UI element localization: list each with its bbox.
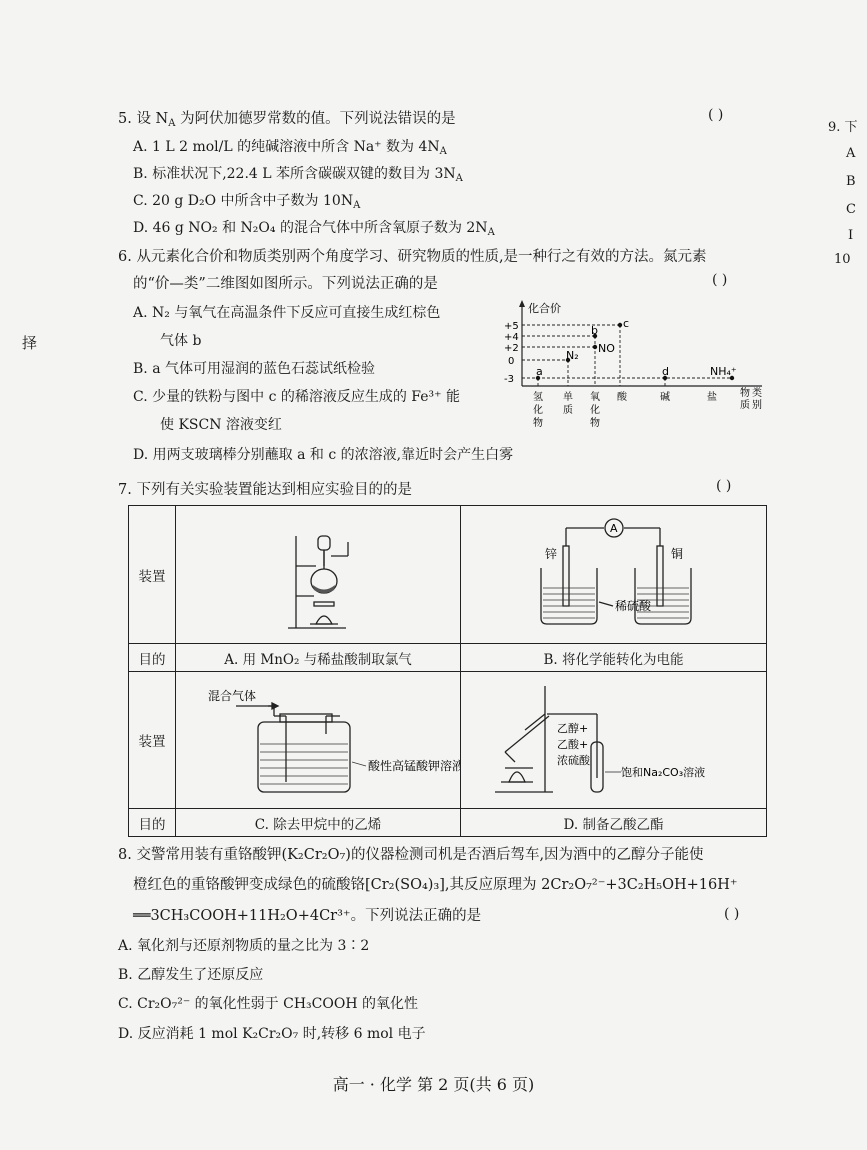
label-no: NO: [598, 342, 615, 355]
q5-option-a: A. 1 L 2 mol/L 的纯碱溶液中所含 Na⁺ 数为 $4N_A$: [133, 139, 447, 157]
q6-answer-paren: ( ): [712, 272, 728, 288]
galvanic-cell-diagram: [461, 506, 766, 639]
device-a-cell: [176, 506, 461, 644]
q6-option-d: D. 用两支玻璃棒分别蘸取 a 和 c 的浓溶液,靠近时会产生白雾: [133, 447, 514, 463]
tick-plus4: +4: [504, 332, 519, 343]
q6-option-c-line1: C. 少量的铁粉与图中 c 的稀溶液反应生成的 Fe³⁺ 能: [133, 389, 460, 405]
q5-option-c: C. 20 g D₂O 中所含中子数为 $10N_A$: [133, 193, 361, 211]
q8-option-a: A. 氧化剂与还原剂物质的量之比为 3∶2: [118, 938, 370, 954]
tick-plus2: +2: [504, 343, 519, 354]
tick-zero: 0: [508, 356, 515, 367]
q8-option-d: D. 反应消耗 1 mol K₂Cr₂O₇ 时,转移 6 mol 电子: [118, 1026, 426, 1042]
copper-label: 铜: [671, 547, 684, 561]
row-label-device-2: 装置: [129, 672, 176, 809]
q6-stem-line2: 的“价—类”二维图如图所示。下列说法正确的是: [133, 276, 438, 292]
tick-plus5: +5: [504, 321, 519, 332]
q8-stem-line2: 橙红色的重铬酸钾变成绿色的硫酸铬[Cr₂(SO₄)₃],其反应原理为 2Cr₂O₇²⁻+3C₂H₅OH+16H⁺: [133, 877, 738, 893]
reagent-line2: 乙酸+: [557, 738, 589, 751]
tick-minus3: -3: [504, 374, 514, 385]
chart-xcat-3: 酸: [617, 392, 627, 403]
label-c: c: [623, 317, 630, 330]
q5-option-d: D. 46 g NO₂ 和 N₂O₄ 的混合气体中所含氧原子数为 $2N_A$: [133, 220, 495, 238]
device-d-cell: [461, 672, 767, 809]
q8-option-b: B. 乙醇发生了还原反应: [118, 967, 264, 983]
chart-xcat-2: 氧化物: [590, 392, 600, 429]
mixed-gas-label: 混合气体: [208, 689, 257, 703]
row-label-purpose-1: 目的: [129, 644, 176, 672]
left-margin-char: 择: [22, 334, 38, 352]
ammeter-label: A: [610, 522, 618, 535]
zinc-label: 锌: [545, 547, 558, 561]
purpose-c: C. 除去甲烷中的乙烯: [176, 809, 461, 837]
label-d: d: [662, 365, 669, 378]
point-no: [593, 345, 597, 349]
valence-class-chart: [500, 298, 770, 440]
ester-apparatus-diagram: [461, 672, 766, 804]
kmno4-label: 酸性高锰酸钾溶液: [368, 759, 460, 773]
page-footer: 高一 · 化学 第 2 页(共 6 页): [332, 1075, 535, 1094]
side-question-10: 10: [834, 252, 851, 267]
chlorine-apparatus-diagram: [176, 506, 460, 639]
chart-xcat-4: 碱: [660, 392, 670, 403]
q8-stem-line3: ══3CH₃COOH+11H₂O+4Cr³⁺。下列说法正确的是: [133, 908, 482, 924]
acid-label: 稀硫酸: [615, 599, 652, 613]
side-option-b: B: [846, 174, 856, 189]
device-c-cell: [176, 672, 461, 809]
purpose-b: B. 将化学能转化为电能: [461, 644, 767, 672]
purpose-d: D. 制备乙酸乙酯: [461, 809, 767, 837]
q6-option-a-line1: A. N₂ 与氧气在高温条件下反应可直接生成红棕色: [133, 305, 441, 321]
reagent-line1: 乙醇+: [557, 722, 589, 735]
label-n2: N₂: [566, 349, 579, 362]
q8-option-c: C. Cr₂O₇²⁻ 的氧化性弱于 CH₃COOH 的氧化性: [118, 996, 418, 1012]
experiment-table: [128, 505, 767, 837]
q7-answer-paren: ( ): [716, 478, 732, 494]
reagent-line3: 浓硫酸: [557, 754, 590, 767]
chart-xlabel: 物质类别: [740, 388, 762, 411]
chart-xcat-5: 盐: [707, 392, 717, 403]
side-option-a: A: [846, 146, 856, 161]
point-c: [618, 323, 622, 327]
purpose-a: A. 用 MnO₂ 与稀盐酸制取氯气: [176, 644, 461, 672]
device-b-cell: [461, 506, 767, 644]
label-a: a: [536, 365, 543, 378]
chart-ylabel: 化合价: [528, 302, 561, 315]
label-nh4: NH₄⁺: [710, 365, 737, 378]
chart-xcat-0: 氢化物: [533, 392, 543, 429]
q6-option-a-line2: 气体 b: [160, 333, 202, 349]
q5-option-b: B. 标准状况下,22.4 L 苯所含碳碳双键的数目为 $3N_A$: [133, 166, 463, 184]
chart-xcat-1: 单质: [563, 392, 573, 416]
q8-stem-line1: 8. 交警常用装有重铬酸钾(K₂Cr₂O₇)的仪器检测司机是否酒后驾车,因为酒中的乙醇分子能使: [118, 847, 704, 863]
row-label-device-1: 装置: [129, 506, 176, 644]
side-option-c: C: [846, 202, 856, 217]
gas-washing-bottle-diagram: [176, 672, 460, 804]
q5-answer-paren: ( ): [708, 107, 724, 123]
side-question-9: 9. 下: [828, 120, 858, 135]
q6-stem-line1: 6. 从元素化合价和物质类别两个角度学习、研究物质的性质,是一种行之有效的方法。氮元素: [118, 249, 707, 265]
side-option-d: I: [848, 228, 854, 243]
q6-option-c-line2: 使 KSCN 溶液变红: [160, 417, 282, 433]
row-label-purpose-2: 目的: [129, 809, 176, 837]
q8-answer-paren: ( ): [724, 906, 740, 922]
q5-stem: 5. 设 $N_A$ 为阿伏加德罗常数的值。下列说法错误的是: [118, 111, 456, 129]
q6-option-b: B. a 气体可用湿润的蓝色石蕊试纸检验: [133, 361, 375, 377]
q7-stem: 7. 下列有关实验装置能达到相应实验目的的是: [118, 482, 412, 498]
label-b: b: [591, 324, 598, 337]
na2co3-label: 饱和Na₂CO₃溶液: [621, 766, 706, 779]
